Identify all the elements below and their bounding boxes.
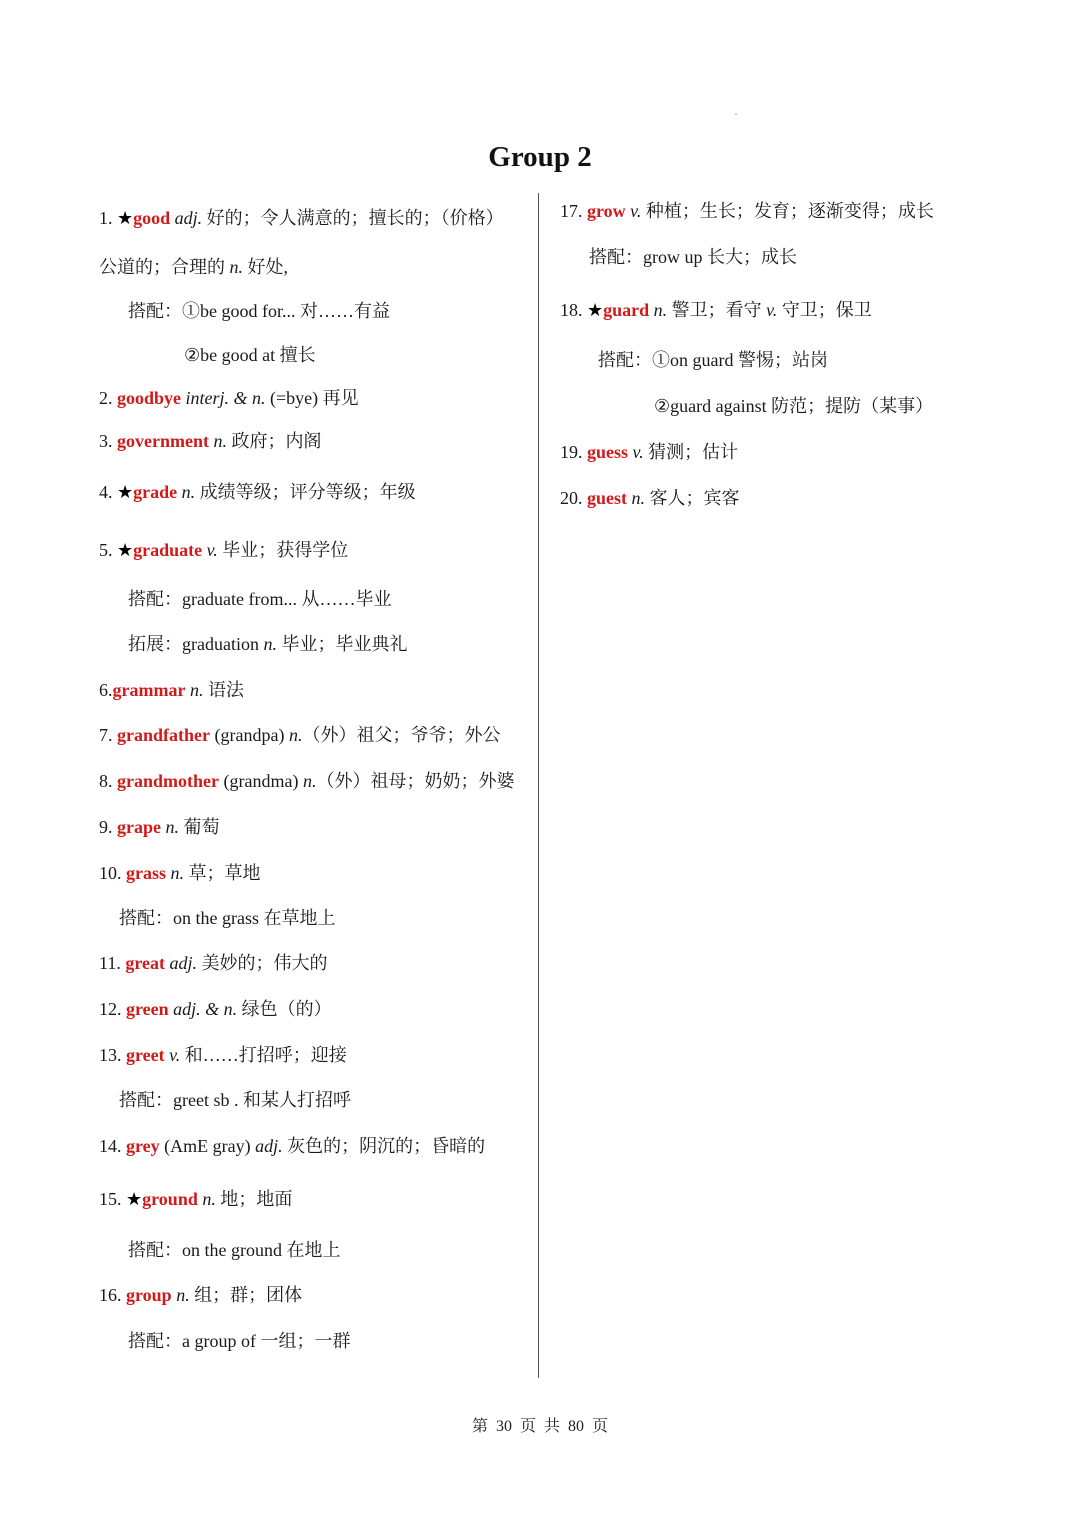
entry-grammar: 6.grammar n. 语法	[99, 680, 244, 700]
entry-grandfather: 7. grandfather (grandpa) n.（外）祖父；爷爷；外公	[99, 725, 501, 745]
page-number: 30	[495, 1418, 512, 1435]
entry-guard: 18. ★guard n. 警卫；看守 v. 守卫；保卫	[560, 300, 872, 320]
page-total: 80	[568, 1418, 585, 1435]
headword: good	[133, 208, 171, 228]
extension-line: 拓展：graduation n. 毕业；毕业典礼	[128, 634, 408, 654]
headword: grass	[126, 863, 166, 883]
entry-grow: 17. grow v. 种植；生长；发育；逐渐变得；成长	[560, 201, 934, 221]
collocation-line: 搭配：①on guard 警惕；站岗	[598, 350, 828, 370]
entry-grade: 4. ★grade n. 成绩等级；评分等级；年级	[99, 482, 416, 502]
headword: grammar	[112, 680, 186, 700]
page-footer: 第 30 页 共 80 页	[471, 1418, 609, 1435]
headword: guess	[587, 442, 629, 462]
page-title: Group 2	[488, 141, 592, 173]
collocation-line: 搭配：grow up 长大；成长	[589, 247, 797, 267]
column-divider	[538, 193, 539, 1378]
headword: guest	[587, 488, 627, 508]
headword: group	[126, 1285, 172, 1305]
entry-guess: 19. guess v. 猜测；估计	[560, 442, 739, 462]
entry-good-cont: 公道的；合理的 n. 好处,	[99, 257, 288, 277]
collocation-line: 搭配：on the grass 在草地上	[119, 908, 336, 928]
entry-grape: 9. grape n. 葡萄	[99, 817, 220, 837]
headword: goodbye	[117, 388, 182, 408]
headword: green	[126, 999, 169, 1019]
collocation-line: 搭配：①be good for... 对……有益	[128, 301, 390, 321]
entry-greet: 13. greet v. 和……打招呼；迎接	[99, 1045, 347, 1065]
entry-grandmother: 8. grandmother (grandma) n.（外）祖母；奶奶；外婆	[99, 771, 515, 791]
entry-goodbye: 2. goodbye interj. & n. (=bye) 再见	[99, 388, 359, 408]
collocation-line: 搭配：a group of 一组；一群	[128, 1331, 351, 1351]
entry-grass: 10. grass n. 草；草地	[99, 863, 261, 883]
headword: grade	[133, 482, 178, 502]
collocation-line: ②be good at 擅长	[184, 345, 316, 365]
entry-great: 11. great adj. 美妙的；伟大的	[99, 953, 328, 973]
collocation-line: 搭配：on the ground 在地上	[128, 1240, 341, 1260]
headword: graduate	[133, 540, 203, 560]
headword: grow	[587, 201, 626, 221]
headword: greet	[126, 1045, 165, 1065]
entry-grey: 14. grey (AmE gray) adj. 灰色的；阴沉的；昏暗的	[99, 1136, 486, 1156]
headword: great	[125, 953, 165, 973]
entry-guest: 20. guest n. 客人；宾客	[560, 488, 740, 508]
entry-graduate: 5. ★graduate v. 毕业；获得学位	[99, 540, 349, 560]
headword: grey	[126, 1136, 160, 1156]
headword: government	[117, 431, 209, 451]
collocation-line: 搭配：graduate from... 从……毕业	[128, 589, 392, 609]
entry-government: 3. government n. 政府；内阁	[99, 431, 322, 451]
entry-good: 1. ★good adj. 好的；令人满意的；擅长的；（价格）	[99, 208, 504, 228]
headword: grandfather	[117, 725, 210, 745]
entry-group: 16. group n. 组；群；团体	[99, 1285, 303, 1305]
headword: grape	[117, 817, 161, 837]
collocation-line: ②guard against 防范；提防（某事）	[654, 396, 934, 416]
headword: ground	[142, 1189, 198, 1209]
entry-ground: 15. ★ground n. 地；地面	[99, 1189, 293, 1209]
headword: guard	[603, 300, 650, 320]
entry-green: 12. green adj. & n. 绿色（的）	[99, 999, 332, 1019]
collocation-line: 搭配：greet sb . 和某人打招呼	[119, 1090, 351, 1110]
speck-mark	[735, 113, 737, 115]
headword: grandmother	[117, 771, 219, 791]
